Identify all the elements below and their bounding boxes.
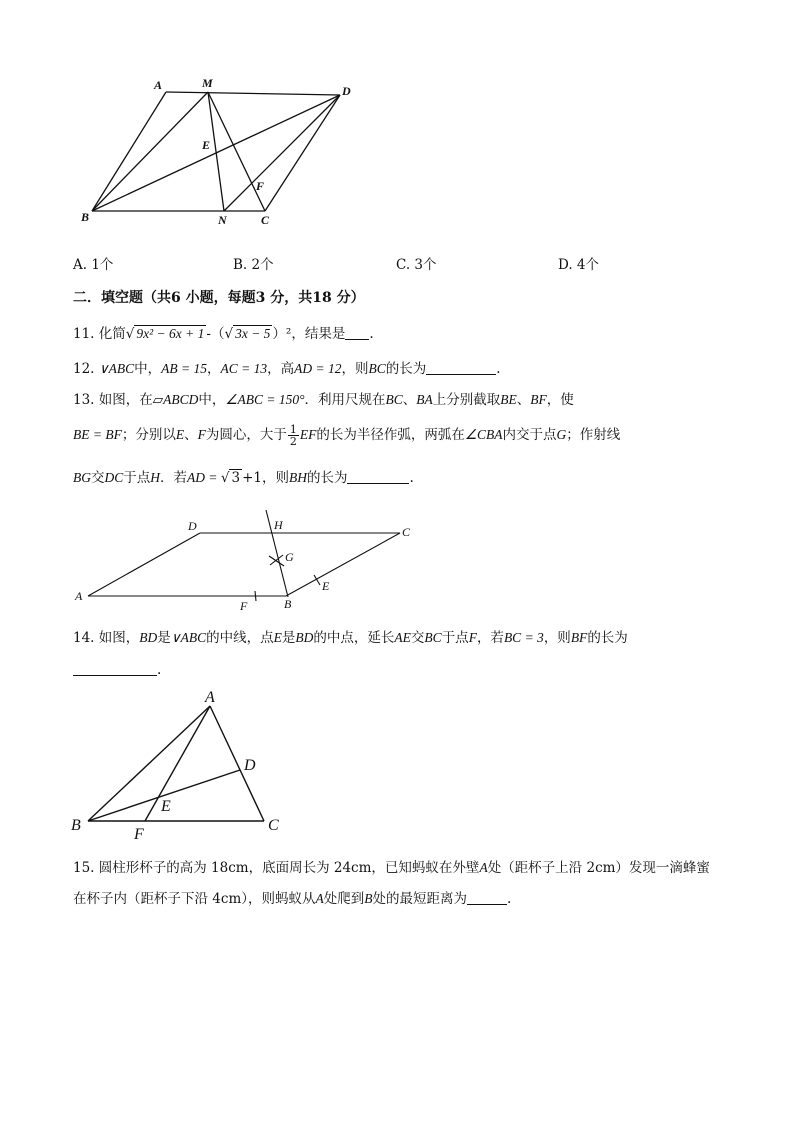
question-11: 11. 化简√ 9x² − 6x + 1 -（√ 3x − 5 ）²，结果是 .: [73, 326, 374, 342]
label-F: F: [256, 179, 265, 193]
option-c: C. 3个: [396, 257, 437, 273]
label-E: E: [202, 138, 211, 152]
question-14: 14. 如图，BD是∨ABC的中线，点E是BD的中点，延长AE交BC于点F，若BC = 3，则BF的长为: [73, 630, 628, 646]
label-E: E: [161, 798, 171, 815]
question-12: 12. ∨ABC中，AB = 15，AC = 13，高AD = 12，则BC的长为 .: [73, 361, 501, 377]
label-C: C: [268, 817, 279, 834]
option-d: D. 4个: [558, 257, 600, 273]
label-M: M: [202, 76, 213, 90]
label-D: D: [244, 757, 256, 774]
question-13-line-3: BG交DC于点H．若AD = √ 3 +1，则BH的长为 .: [73, 470, 414, 486]
label-G: G: [285, 550, 294, 564]
label-C: C: [402, 525, 411, 539]
question-15-line-1: 15. 圆柱形杯子的高为 18cm，底面周长为 24cm，已知蚂蚁在外壁A处（距杯子上沿 2cm）发现一滴蜂蜜: [73, 860, 710, 876]
label-A: A: [75, 589, 83, 603]
label-B: B: [81, 210, 90, 224]
question-13-line-2: BE = BF；分别以E、F为圆心，大于 $\frac{1}{2}$ EF的长为半径作弧，两弧在∠CBA内交于点G；作射线: [73, 423, 621, 448]
figure-1-parallelogram: [78, 74, 368, 234]
label-F: F: [240, 599, 248, 613]
label-N: N: [218, 213, 227, 227]
question-15-line-2: 在杯子内（距杯子下沿 4cm），则蚂蚁从A处爬到B处的最短距离为 .: [73, 891, 512, 907]
question-13-line-1: 13. 如图，在▱ABCD中，∠ABC = 150°．利用尺规在BC、BA上分别截取BE、BF，使: [73, 392, 574, 408]
figure-2-angle-bisector: [70, 505, 430, 615]
option-a: A. 1个: [73, 257, 114, 273]
label-A: A: [154, 78, 163, 92]
label-A: A: [205, 689, 215, 706]
label-D: D: [342, 84, 351, 98]
label-H: H: [274, 518, 283, 532]
label-E: E: [322, 579, 330, 593]
label-D: D: [188, 519, 197, 533]
label-B: B: [284, 597, 292, 611]
section-heading: 二．填空题（共6 小题，每题3 分，共18 分）: [73, 290, 365, 306]
figure-3-triangle: [66, 688, 296, 843]
question-14-answer-line: .: [73, 661, 161, 679]
option-b: B. 2个: [233, 257, 274, 273]
label-B: B: [71, 817, 81, 834]
label-C: C: [261, 213, 270, 227]
label-F: F: [134, 826, 144, 843]
